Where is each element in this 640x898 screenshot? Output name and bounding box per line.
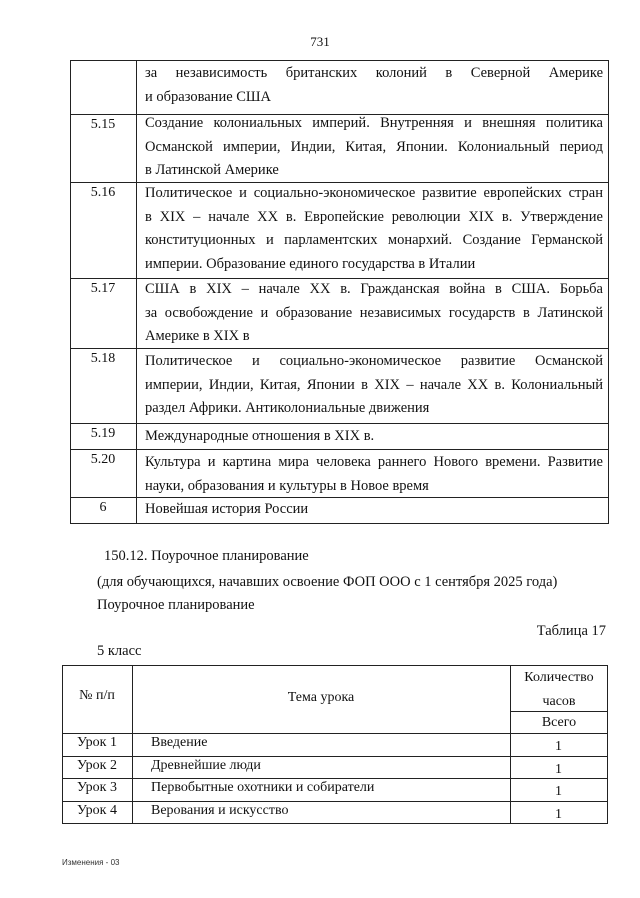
row-text-line: Политическое и социально-экономическое развитие Османской (145, 353, 603, 369)
table-border-horizontal (62, 665, 608, 666)
lesson-hours: 1 (555, 806, 562, 822)
row-text-line: Новейшая история России (145, 501, 309, 517)
table-border-horizontal (62, 778, 608, 779)
row-text-line: США в XIX – начале XX в. Гражданская война в США. Борьба (145, 281, 603, 297)
row-text-line: империи, Индии, Китая, Японии в XIX – начале XX в. Колониальный (145, 376, 603, 393)
lesson-hours: 1 (555, 784, 562, 799)
row-text-line: Османской империи, Индии, Китая, Японии. Колониальный период (145, 138, 603, 155)
lesson-hours: 1 (555, 739, 562, 754)
row-text-line: Международные отношения в XIX в. (145, 428, 375, 444)
row-text-line: раздел Африки. Антиколониальные движения (145, 400, 430, 416)
table-border-vertical (607, 665, 608, 823)
row-text-line: конституционных и парламентских монархий. Создание Германской (145, 232, 603, 248)
table-border-horizontal (70, 60, 609, 61)
header-hours-line1: Количество (524, 670, 594, 685)
row-text-line: и образование США (145, 88, 272, 105)
row-text-line: в XIX – начале XX в. Европейские революции XIX в. Утверждение (145, 208, 603, 225)
section-heading: 150.12. Поурочное планирование (104, 548, 309, 564)
row-number: 5.18 (90, 351, 116, 366)
row-number: 5.17 (90, 281, 116, 296)
header-topic: Тема урока (287, 690, 355, 705)
section-note: (для обучающихся, начавших освоение ФОП ООО с 1 сентября 2025 года) (97, 574, 558, 590)
table-border-horizontal (70, 423, 609, 424)
row-text-line: Политическое и социально-экономическое развитие европейских стран (145, 185, 603, 201)
table-border-horizontal (62, 801, 608, 802)
header-total: Всего (541, 715, 577, 730)
row-text-line: науки, образования и культуры в Новое время (145, 477, 429, 494)
row-text-line: за освобождение и образование независимых государств в Латинской (145, 304, 603, 321)
row-number: 5.16 (90, 185, 116, 200)
row-text-line: империи. Образование единого государства в Италии (145, 255, 476, 272)
table-border-horizontal (70, 449, 609, 450)
header-number: № п/п (79, 688, 115, 703)
table-border-vertical (136, 60, 137, 523)
row-number: 6 (99, 500, 107, 515)
section-subtitle: Поурочное планирование (97, 597, 255, 613)
grade-label: 5 класс (97, 643, 142, 659)
row-text-line: за независимость британских колоний в Северной Америке (145, 65, 603, 81)
table-border-vertical (608, 60, 609, 523)
lesson-hours: 1 (555, 761, 562, 777)
lesson-topic: Введение (151, 735, 208, 750)
row-number: 5.15 (90, 117, 116, 132)
row-text-line: Культура и картина мира человека раннего Нового времени. Развитие (145, 454, 603, 470)
table-border-horizontal (62, 733, 608, 734)
lesson-number: Урок 4 (77, 802, 117, 818)
page-number: 731 (310, 34, 330, 49)
row-number: 5.19 (90, 426, 116, 441)
table-border-vertical (132, 665, 133, 823)
table-border-horizontal (62, 756, 608, 757)
header-hours-line2: часов (542, 694, 576, 709)
lesson-topic: Верования и искусство (151, 802, 289, 818)
table-border-horizontal (70, 523, 609, 524)
table-label: Таблица 17 (536, 623, 606, 639)
row-text-line: Америке в XIX в (145, 328, 250, 344)
table-border-horizontal (62, 823, 608, 824)
table-border-horizontal (510, 711, 608, 712)
lesson-topic: Древнейшие люди (151, 757, 261, 773)
row-number: 5.20 (90, 452, 116, 467)
lesson-number: Урок 2 (77, 757, 117, 773)
row-text-line: в Латинской Америке (145, 162, 279, 178)
lesson-number: Урок 1 (77, 735, 117, 750)
lesson-number: Урок 3 (77, 780, 117, 795)
lesson-topic: Первобытные охотники и собиратели (151, 780, 375, 795)
row-text-line: Создание колониальных империй. Внутренняя и внешняя политика (145, 115, 603, 131)
footer-note: Изменения - 03 (62, 858, 120, 867)
